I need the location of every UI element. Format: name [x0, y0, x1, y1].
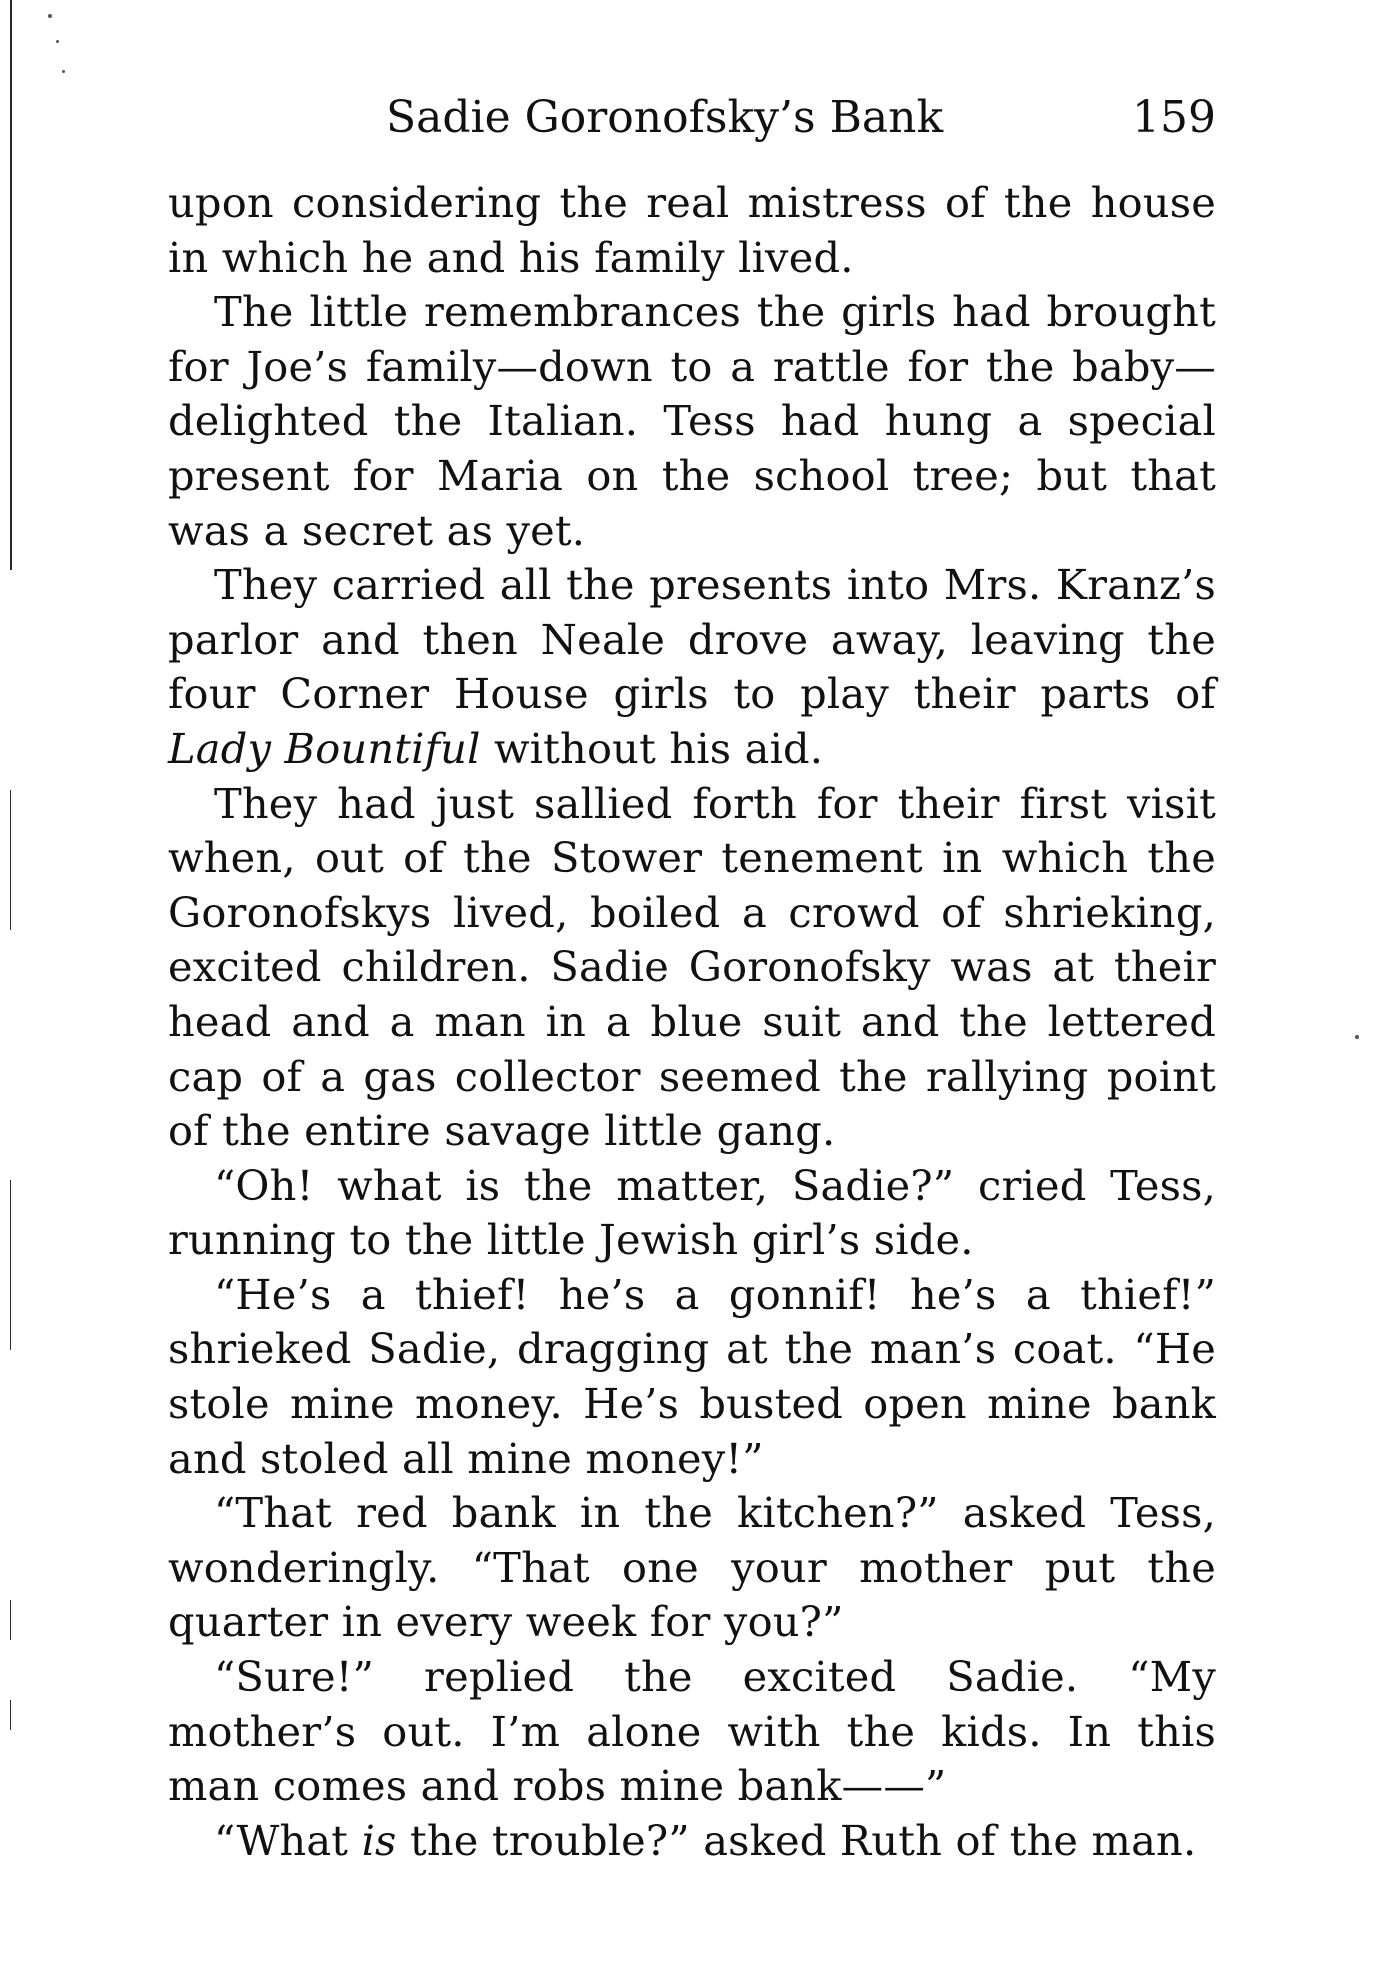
paragraph-text: the trouble?” asked Ruth of the man.	[396, 1815, 1197, 1865]
paragraph-text: without his aid.	[480, 723, 824, 773]
scan-speck	[1355, 1035, 1359, 1039]
page-number: 159	[1132, 92, 1216, 143]
paragraph: “That red bank in the kitchen?” asked Tess, wonderingly. “That one your mother put the quarter in every week for you?”	[168, 1488, 1216, 1647]
scan-edge-line	[10, 0, 12, 570]
body-text	[168, 176, 1216, 1868]
paragraph-text: “What	[214, 1815, 362, 1865]
paragraph-text: They carried all the presents into Mrs. Kranz’s parlor and then Neale drove away, leaving the four Corner House girls to play their parts of	[168, 560, 1216, 719]
paragraph	[168, 558, 1216, 776]
paragraph: “Sure!” replied the excited Sadie. “My mother’s out. I’m alone with the kids. In this man comes and robs mine bank——”	[168, 1652, 1216, 1811]
running-header	[168, 86, 1216, 150]
scan-speck	[62, 70, 65, 73]
scan-speck	[48, 14, 52, 18]
paragraph: “He’s a thief! he’s a gonnif! he’s a thief!” shrieked Sadie, dragging at the man’s coat. “He stole mine money. He’s busted open mine bank and stoled all mine money!”	[168, 1269, 1216, 1483]
paragraph: “Oh! what is the matter, Sadie?” cried Tess, running to the little Jewish girl’s side.	[168, 1160, 1216, 1265]
scan-edge-line	[10, 790, 11, 930]
paragraph: upon considering the real mistress of the house in which he and his family lived.	[168, 178, 1216, 282]
scan-edge-line	[10, 1180, 11, 1350]
paragraph	[168, 1814, 1216, 1869]
italic-emphasis: is	[361, 1815, 397, 1865]
scan-speck	[56, 40, 59, 43]
running-title: Sadie Goronofsky’s Bank	[386, 92, 944, 143]
paragraph: The little remembrances the girls had brought for Joe’s family—down to a rattle for the baby—delighted the Italian. Tess had hung a special present for Maria on the school tree; but that was a secret as yet.	[168, 287, 1216, 555]
scan-edge-line	[10, 1600, 11, 1640]
scan-edge-line	[10, 1700, 11, 1730]
italic-title: Lady Bountiful	[168, 723, 481, 773]
paragraph: They had just sallied forth for their first visit when, out of the Stower tenement in which the Goronofskys lived, boiled a crowd of shrieking, excited children. Sadie Goronofsky was at their head and a man in a blue suit and the lettered cap of a gas collector seemed the rallying point of the entire savage little gang.	[168, 778, 1216, 1156]
